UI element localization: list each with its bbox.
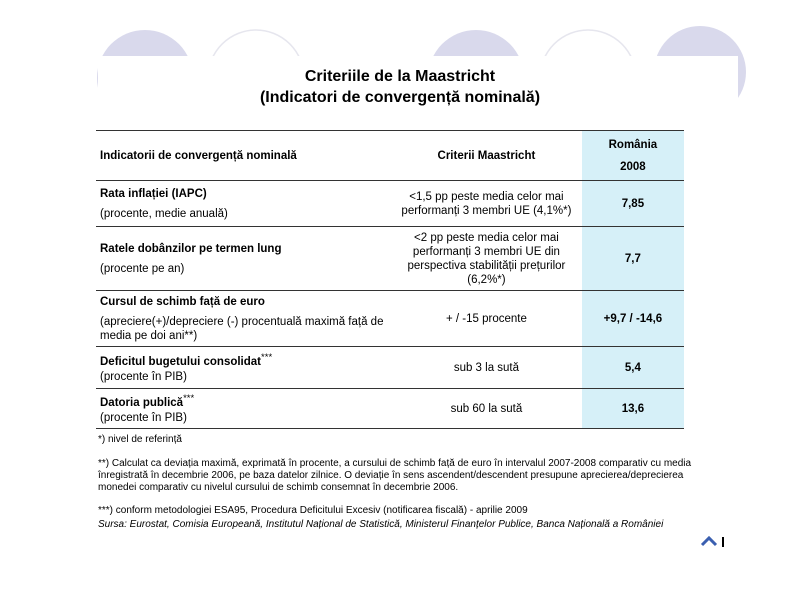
header-romania — [582, 131, 684, 181]
table-row — [96, 181, 684, 227]
indicator-name: Deficitul bugetului consolidat — [100, 355, 261, 368]
indicator-unit: (procente, medie anuală) — [100, 207, 228, 220]
title-line-2: (Indicatori de convergență nominală) — [259, 89, 541, 106]
indicator-cell — [96, 389, 391, 429]
indicator-unit: (apreciere(+)/depreciere (-) procentuală maximă față de media pe doi ani**) — [100, 315, 384, 342]
indicator-footnote-mark: *** — [183, 392, 195, 404]
criterion-cell: + / -15 procente — [391, 291, 582, 347]
criterion-cell: sub 3 la sută — [391, 347, 582, 389]
value-cell: 7,7 — [582, 227, 684, 291]
table-row — [96, 227, 684, 291]
indicator-name: Rata inflației (IAPC) — [100, 187, 207, 200]
indicator-name: Ratele dobânzilor pe termen lung — [100, 242, 282, 255]
value-cell: 13,6 — [582, 389, 684, 429]
table-row — [96, 347, 684, 389]
table-row — [96, 389, 684, 429]
criterion-cell: <2 pp peste media celor mai performanți 3 membri UE din perspectiva stabilității prețurilor (6,2%*) — [391, 227, 582, 291]
value-cell: 5,4 — [582, 347, 684, 389]
indicator-unit: (procente în PIB) — [100, 371, 187, 384]
title-line-1: Criteriile de la Maastricht — [304, 68, 496, 85]
indicator-cell — [96, 291, 391, 347]
footnote-reference: *) nivel de referință — [98, 434, 182, 445]
indicator-footnote-mark: *** — [261, 351, 273, 363]
indicator-cell — [96, 227, 391, 291]
value-cell: +9,7 / -14,6 — [582, 291, 684, 347]
header-criteria: Criterii Maastricht — [391, 131, 582, 181]
indicator-cell — [96, 347, 391, 389]
header-romania-year: 2008 — [620, 160, 646, 173]
footnote-esa: ***) conform metodologiei ESA95, Procedura Deficitului Excesiv (notificarea fiscală) - aprilie 2009 — [98, 505, 528, 516]
nav-button-edge — [722, 537, 724, 547]
footnote-exchange-rate: **) Calculat ca deviația maximă, exprimată în procente, a cursului de schimb față de euro în intervalul 2007-2008 comparativ cu media înregistrată în decembrie 2006, pe baza datelor zilnice. O deviație în sens ascendent/descendent presupune aprecierea/deprecierea monedei comparativ cu nivelul cursului de schimb consemnat în decembrie 2006. — [98, 458, 692, 493]
header-romania-label: România — [608, 138, 658, 151]
slide-title — [0, 66, 800, 108]
table-header-row — [96, 131, 684, 181]
indicator-name: Datoria publică — [100, 396, 184, 409]
source-note: Sursa: Eurostat, Comisia Europeană, Institutul Național de Statistică, Ministerul Finanțelor Publice, Banca Națională a României — [98, 519, 664, 530]
indicator-unit: (procente pe an) — [100, 262, 185, 275]
value-cell: 7,85 — [582, 181, 684, 227]
indicator-unit: (procente în PIB) — [100, 412, 187, 425]
criterion-cell: sub 60 la sută — [391, 389, 582, 429]
criterion-cell: <1,5 pp peste media celor mai performanți 3 membri UE (4,1%*) — [391, 181, 582, 227]
up-arrow-icon[interactable] — [697, 535, 725, 547]
indicator-cell — [96, 181, 391, 227]
convergence-table — [96, 130, 684, 429]
decorative-circles — [0, 0, 800, 130]
indicator-name: Cursul de schimb față de euro — [100, 295, 265, 308]
header-indicators: Indicatorii de convergență nominală — [96, 131, 391, 181]
table-row — [96, 291, 684, 347]
